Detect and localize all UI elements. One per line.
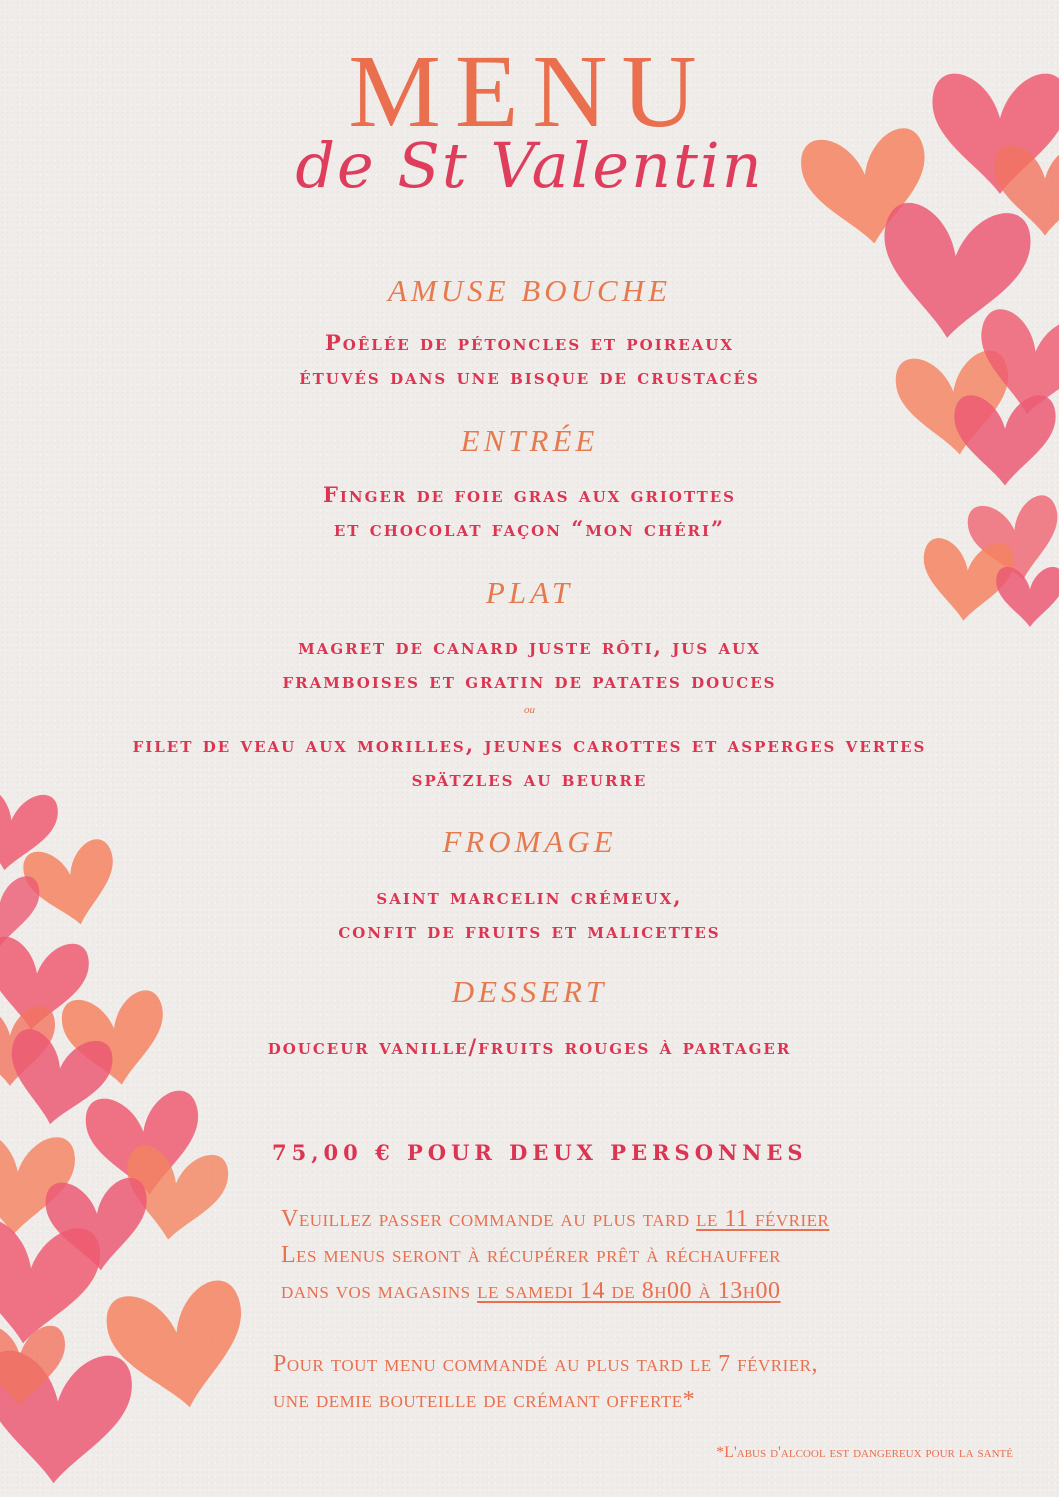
pickup-line: Les menus seront à récupérer prêt à réchauffer — [281, 1242, 782, 1268]
dish-line: spätzles au beurre — [411, 766, 648, 791]
dish-line: filet de veau aux morilles, jeunes carottes et asperges vertes — [132, 732, 927, 757]
order-deadline-text: Veuillez passer commande au plus tard — [281, 1206, 697, 1232]
dish-line: framboises et gratin de patates douces — [282, 668, 777, 693]
or-separator: ou — [524, 704, 535, 716]
pickup-date-line — [281, 1273, 829, 1309]
section-title-entree: ENTRÉE — [460, 423, 599, 458]
dish-line: Finger de foie gras aux griottes — [322, 482, 737, 507]
dish-line: saint marcelin crémeux, — [376, 884, 683, 909]
dish-fromage — [0, 880, 1059, 948]
dish-line: et chocolat façon “mon chéri” — [333, 516, 726, 541]
order-deadline-line — [281, 1201, 829, 1237]
dish-plat-1 — [0, 630, 1059, 698]
section-title-dessert: DESSERT — [451, 974, 608, 1009]
section-title-amuse-bouche: AMUSE BOUCHE — [387, 273, 672, 308]
section-title-fromage: FROMAGE — [442, 824, 617, 859]
order-info — [281, 1201, 829, 1309]
order-deadline-date: le 11 février — [696, 1206, 830, 1232]
pickup-text: dans vos magasins — [281, 1278, 478, 1304]
section-title-plat: PLAT — [485, 575, 574, 610]
offer-line: Pour tout menu commandé au plus tard le 7 février, — [273, 1351, 819, 1377]
price-text: 75,00 € POUR DEUX PERSONNES — [272, 1140, 808, 1165]
pickup-date: le samedi 14 de 8h00 à 13h00 — [477, 1278, 781, 1304]
dish-line: magret de canard juste rôti, jus aux — [298, 634, 761, 659]
offer-line: une demie bouteille de crémant offerte* — [273, 1387, 696, 1413]
dish-amuse-bouche — [0, 326, 1059, 394]
menu-subtitle: de St Valentin — [295, 129, 764, 202]
dish-line: confit de fruits et malicettes — [338, 918, 721, 943]
menu-title: MENU — [348, 34, 711, 149]
dish-line: douceur vanille/fruits rouges à partager — [267, 1034, 792, 1059]
dish-plat-2 — [0, 728, 1059, 796]
dish-dessert — [0, 1030, 1059, 1064]
offer-text — [273, 1346, 818, 1418]
alcohol-disclaimer: *L'abus d'alcool est dangereux pour la santé — [716, 1444, 1013, 1461]
dish-line: étuvés dans une bisque de crustacés — [299, 364, 760, 389]
dish-entree — [0, 478, 1059, 546]
dish-line: Poêlée de pétoncles et poireaux — [324, 330, 734, 355]
